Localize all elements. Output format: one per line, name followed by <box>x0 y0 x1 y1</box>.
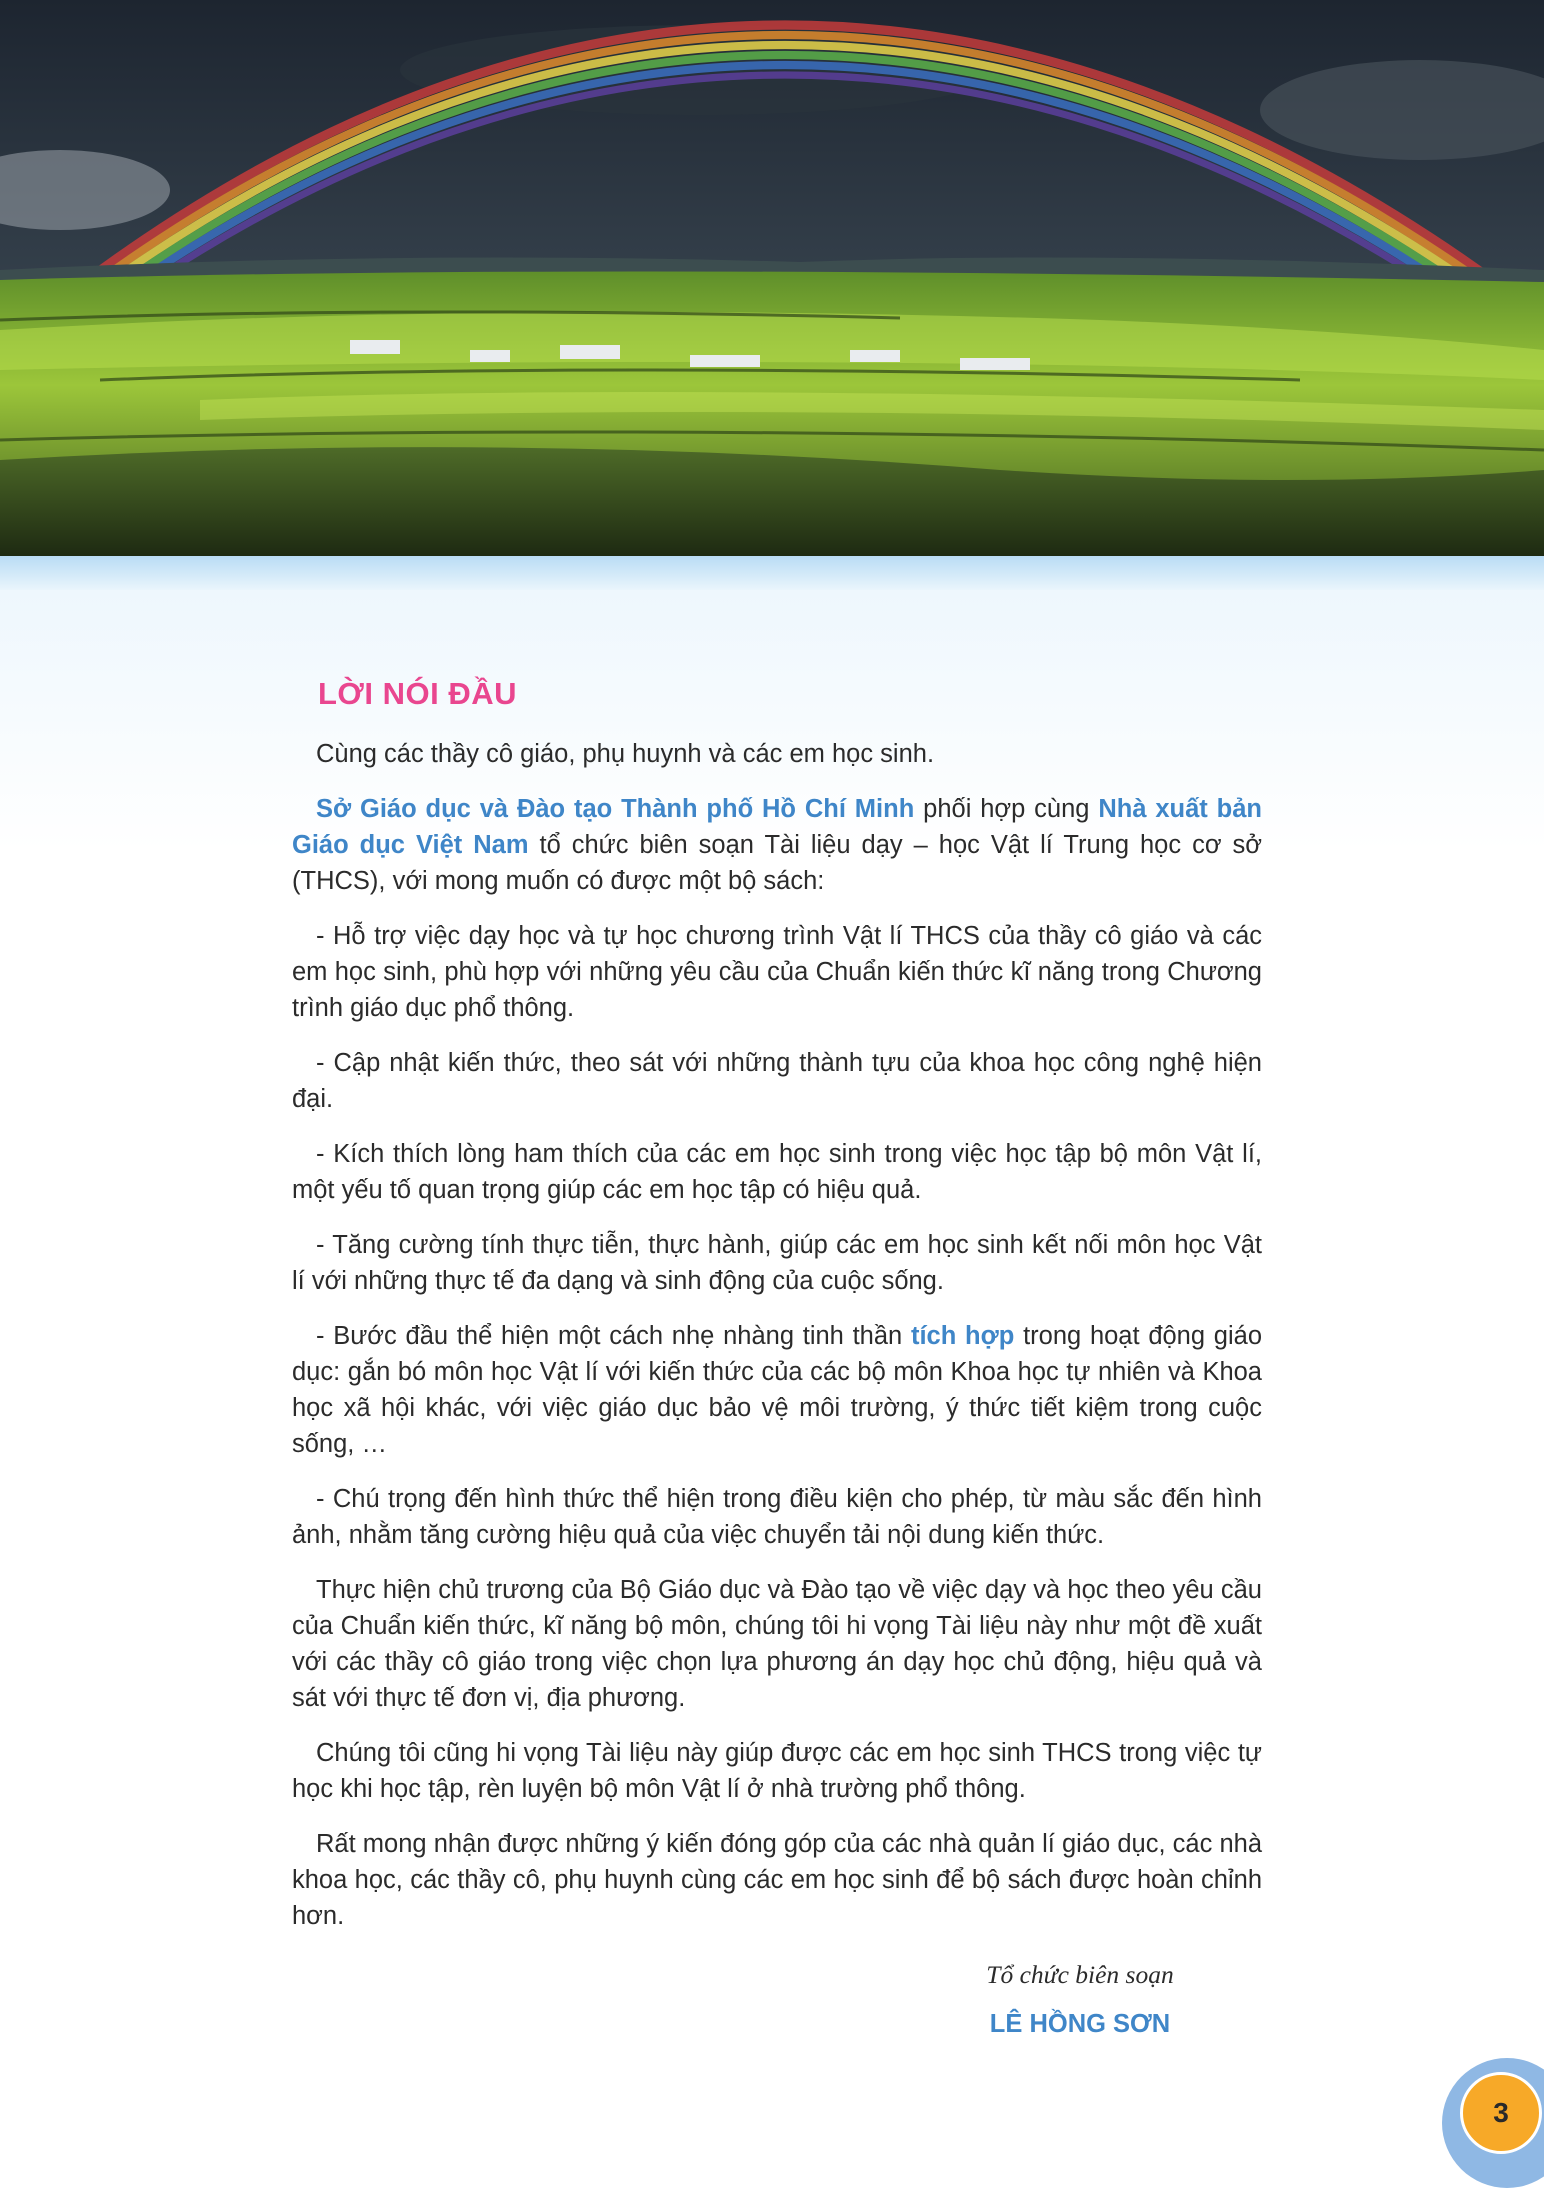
intro-text-2: tổ chức biên soạn Tài liệu dạy – học Vật lí Trung học cơ sở (THCS), với mong muốn có được một bộ sách: <box>292 831 1263 895</box>
point-5 <box>292 1318 1262 1462</box>
point-5-before: - Bước đầu thể hiện một cách nhẹ nhàng tinh thần <box>316 1322 911 1350</box>
closing-paragraph-2: Chúng tôi cũng hi vọng Tài liệu này giúp được các em học sinh THCS trong việc tự học khi học tập, rèn luyện bộ môn Vật lí ở nhà trường phổ thông. <box>292 1739 1262 1803</box>
page-number: 3 <box>1460 2072 1542 2154</box>
closing-paragraph-3: Rất mong nhận được những ý kiến đóng góp của các nhà quản lí giáo dục, các nhà khoa học, các thầy cô, phụ huynh cùng các em học sinh để bộ sách được hoàn chỉnh hơn. <box>292 1830 1262 1930</box>
point-1: - Hỗ trợ việc dạy học và tự học chương trình Vật lí THCS của thầy cô giáo và các em học sinh, phù hợp với những yêu cầu của Chuẩn kiến thức kĩ năng trong Chương trình giáo dục phổ thông. <box>292 922 1262 1022</box>
preface-content <box>292 676 1262 1953</box>
page-title: LỜI NÓI ĐẦU <box>318 676 517 711</box>
org-publisher: Nhà xuất bản Giáo dục Việt Nam <box>292 795 1262 859</box>
intro-paragraph <box>292 791 1262 899</box>
rainbow-landscape-image <box>0 0 1544 556</box>
signature-role: Tổ chức biên soạn <box>986 1960 1174 1989</box>
header-photo <box>0 0 1544 556</box>
org-department: Sở Giáo dục và Đào tạo Thành phố Hồ Chí Minh <box>316 795 915 823</box>
point-6: - Chú trọng đến hình thức thể hiện trong điều kiện cho phép, từ màu sắc đến hình ảnh, nhằm tăng cường hiệu quả của việc chuyển tải nội dung kiến thức. <box>292 1485 1262 1549</box>
greeting: Cùng các thầy cô giáo, phụ huynh và các em học sinh. <box>316 740 935 768</box>
closing-paragraph-1: Thực hiện chủ trương của Bộ Giáo dục và Đào tạo về việc dạy và học theo yêu cầu của Chuẩn kiến thức, kĩ năng bộ môn, chúng tôi hi vọng Tài liệu này như một đề xuất với các thầy cô giáo trong việc chọn lựa phương án dạy học chủ động, hiệu quả và sát với thực tế đơn vị, địa phương. <box>292 1576 1262 1712</box>
signature-name: LÊ HỒNG SƠN <box>989 2010 1171 2038</box>
intro-text-1: phối hợp cùng <box>914 795 1099 823</box>
page-number-badge <box>1442 2058 1544 2188</box>
point-3: - Kích thích lòng ham thích của các em học sinh trong việc học tập bộ môn Vật lí, một yếu tố quan trọng giúp các em học tập có hiệu quả. <box>292 1140 1262 1204</box>
header-band <box>0 556 1544 590</box>
point-4: - Tăng cường tính thực tiễn, thực hành, giúp các em học sinh kết nối môn học Vật lí với những thực tế đa dạng và sinh động của cuộc sống. <box>292 1231 1262 1295</box>
point-2: - Cập nhật kiến thức, theo sát với những thành tựu của khoa học công nghệ hiện đại. <box>292 1049 1262 1113</box>
point-5-highlight: tích hợp <box>910 1322 1015 1350</box>
point-5-after: trong hoạt động giáo dục: gắn bó môn học Vật lí với kiến thức của các bộ môn Khoa học tự nhiên và Khoa học xã hội khác, với việc giáo dục bảo vệ môi trường, ý thức tiết kiệm trong cuộc sống, … <box>292 1322 1262 1458</box>
